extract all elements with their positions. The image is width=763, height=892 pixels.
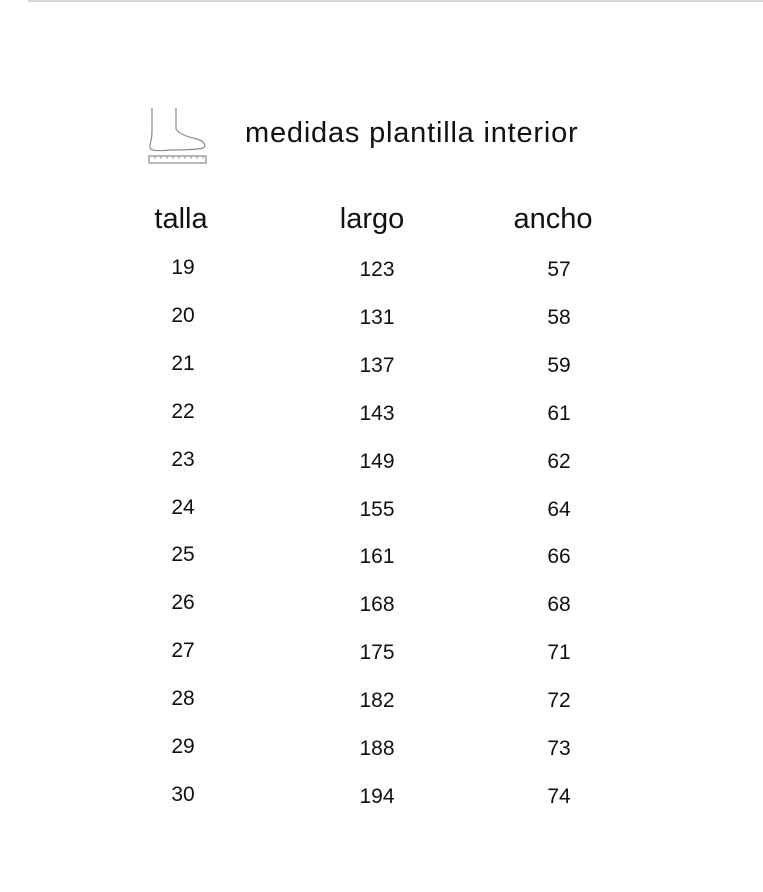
cell-ancho: 58: [547, 305, 571, 329]
cell-talla: 24: [171, 495, 195, 519]
cell-talla: 27: [171, 639, 195, 663]
cell-talla: 21: [171, 351, 195, 375]
cell-ancho: 64: [547, 497, 571, 521]
cell-largo: 168: [359, 593, 395, 617]
cell-talla: 29: [171, 735, 195, 758]
cell-ancho: 62: [547, 449, 571, 473]
cell-largo: 143: [359, 401, 395, 425]
cell-talla: 28: [171, 687, 195, 711]
cell-talla: 22: [171, 399, 195, 423]
cell-ancho: 57: [547, 258, 571, 281]
cell-largo: 155: [359, 497, 395, 521]
cell-talla: 25: [171, 543, 195, 567]
cell-talla: 19: [171, 256, 195, 279]
foot-on-ruler-icon: [146, 106, 210, 166]
cell-largo: 188: [359, 737, 395, 760]
page-title: medidas plantilla interior: [245, 117, 579, 149]
cell-ancho: 66: [547, 545, 571, 569]
cell-largo: 149: [359, 449, 395, 473]
cell-largo: 137: [359, 353, 395, 377]
cell-ancho: 73: [547, 737, 571, 760]
cell-talla: 26: [171, 591, 195, 615]
column-header-talla: talla: [154, 203, 208, 235]
top-divider: [28, 0, 763, 2]
cell-largo: 123: [359, 258, 395, 281]
cell-largo: 131: [359, 305, 395, 329]
cell-ancho: 61: [547, 401, 571, 425]
cell-largo: 161: [359, 545, 395, 569]
cell-ancho: 71: [547, 641, 571, 665]
cell-talla: 20: [171, 303, 195, 327]
cell-largo: 194: [359, 784, 395, 808]
size-table-header: [146, 106, 666, 166]
column-header-ancho: ancho: [513, 203, 593, 235]
cell-ancho: 74: [547, 784, 571, 808]
column-header-largo: largo: [339, 203, 405, 235]
cell-talla: 30: [171, 782, 195, 806]
cell-ancho: 72: [547, 689, 571, 713]
cell-largo: 182: [359, 689, 395, 713]
cell-ancho: 68: [547, 593, 571, 617]
cell-ancho: 59: [547, 353, 571, 377]
cell-largo: 175: [359, 641, 395, 665]
cell-talla: 23: [171, 447, 195, 471]
